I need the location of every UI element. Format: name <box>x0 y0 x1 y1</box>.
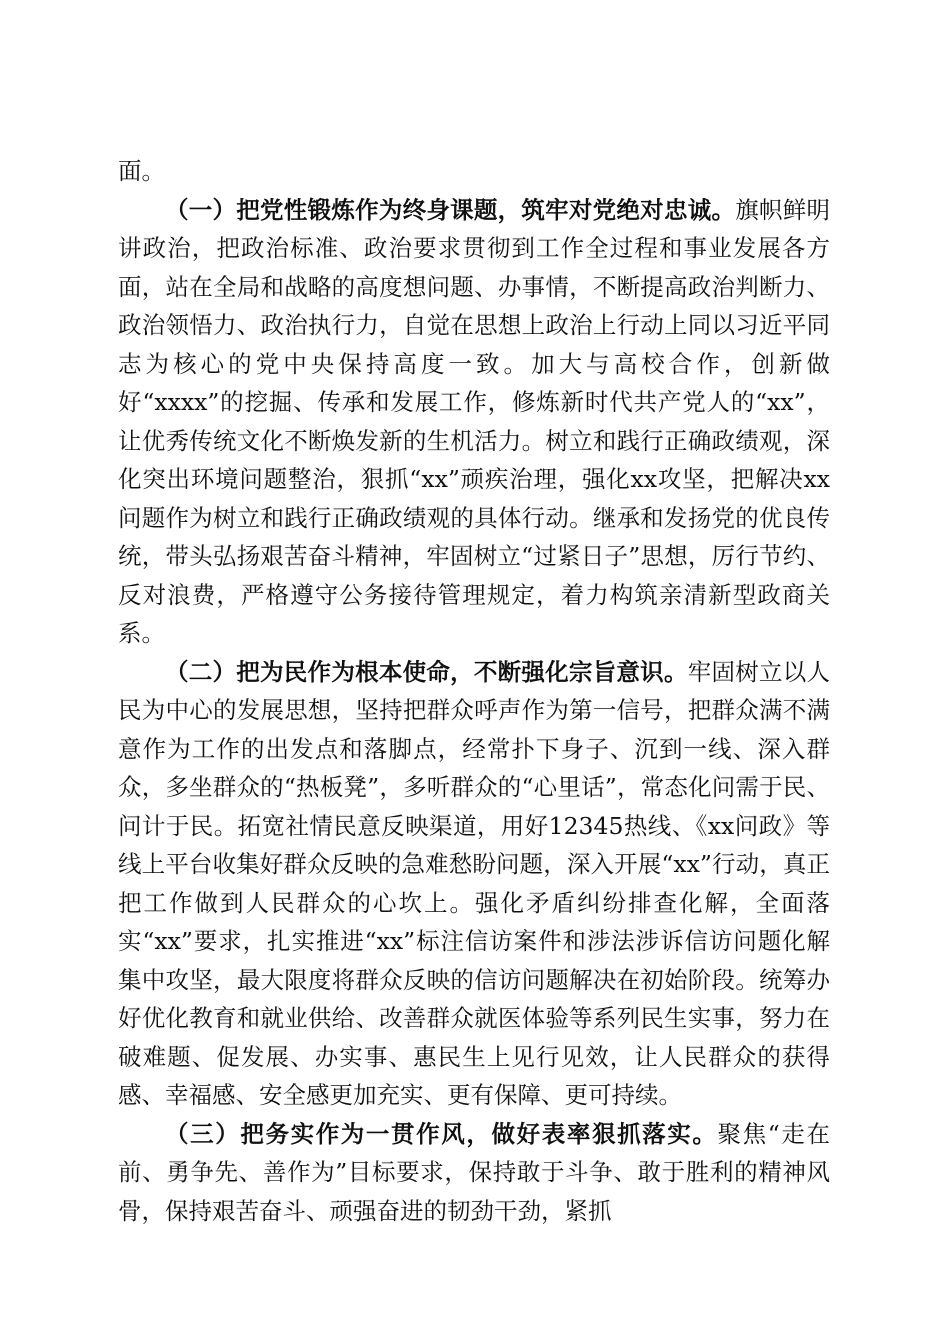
section-2-body: 牢固树立以人民为中心的发展思想，坚持把群众呼声作为第一信号，把群众满不满意作为工作的出发点和落脚点，经常扑下身子、沉到一线、深入群众，多坐群众的“热板凳”，多听群众的“心里话”，常态化问需于民、问计于民。拓宽社情民意反映渠道，用好12345热线、《xx问政》等线上平台收集好群众反映的急难愁盼问题，深入开展“xx”行动，真正把工作做到人民群众的心坎上。强化矛盾纠纷排查化解，全面落实“xx”要求，扎实推进“xx”标注信访案件和涉法涉诉信访问题化解集中攻坚，最大限度将群众反映的信访问题解决在初始阶段。统筹办好优化教育和就业供给、改善群众就医体验等系列民生实事，努力在破难题、促发展、办实事、惠民生上见行见效，让人民群众的获得感、幸福感、安全感更加充实、更有保障、更可持续。 <box>118 657 830 1109</box>
section-1-body: 旗帜鲜明讲政治，把政治标准、政治要求贯彻到工作全过程和事业发展各方面，站在全局和战略的高度想问题、办事情，不断提高政治判断力、政治领悟力、政治执行力，自觉在思想上政治上行动上同以习近平同志为核心的党中央保持高度一致。加大与高校合作，创新做好“xxxx”的挖掘、传承和发展工作，修炼新时代共产党人的“xx”，让优秀传统文化不断焕发新的生机活力。树立和践行正确政绩观，深化突出环境问题整治，狠抓“xx”顽疾治理，强化xx攻坚，把解决xx问题作为树立和践行正确政绩观的具体行动。继承和发扬党的优良传统，带头弘扬艰苦奋斗精神，牢固树立“过紧日子”思想，厉行节约、反对浪费，严格遵守公务接待管理规定，着力构筑亲清新型政商关系。 <box>118 195 831 647</box>
section-3-paragraph <box>118 1115 830 1231</box>
section-2-heading: （二）把为民作为根本使命，不断强化宗旨意识。 <box>165 657 688 686</box>
section-3-body: 聚焦“走在前、勇争先、善作为”目标要求，保持敢于斗争、敢于胜利的精神风骨，保持艰苦奋斗、顽强奋进的韧劲干劲，紧抓 <box>118 1119 831 1225</box>
section-3-heading: （三）把务实作为一贯作风，做好表率狠抓落实。 <box>165 1119 718 1148</box>
document-page <box>118 152 830 1230</box>
section-1-paragraph <box>118 191 830 653</box>
section-1-heading: （一）把党性锻炼作为终身课题，筑牢对党绝对忠诚。 <box>165 195 736 224</box>
intro-fragment: 面。 <box>118 157 165 185</box>
section-2-paragraph <box>118 653 830 1115</box>
